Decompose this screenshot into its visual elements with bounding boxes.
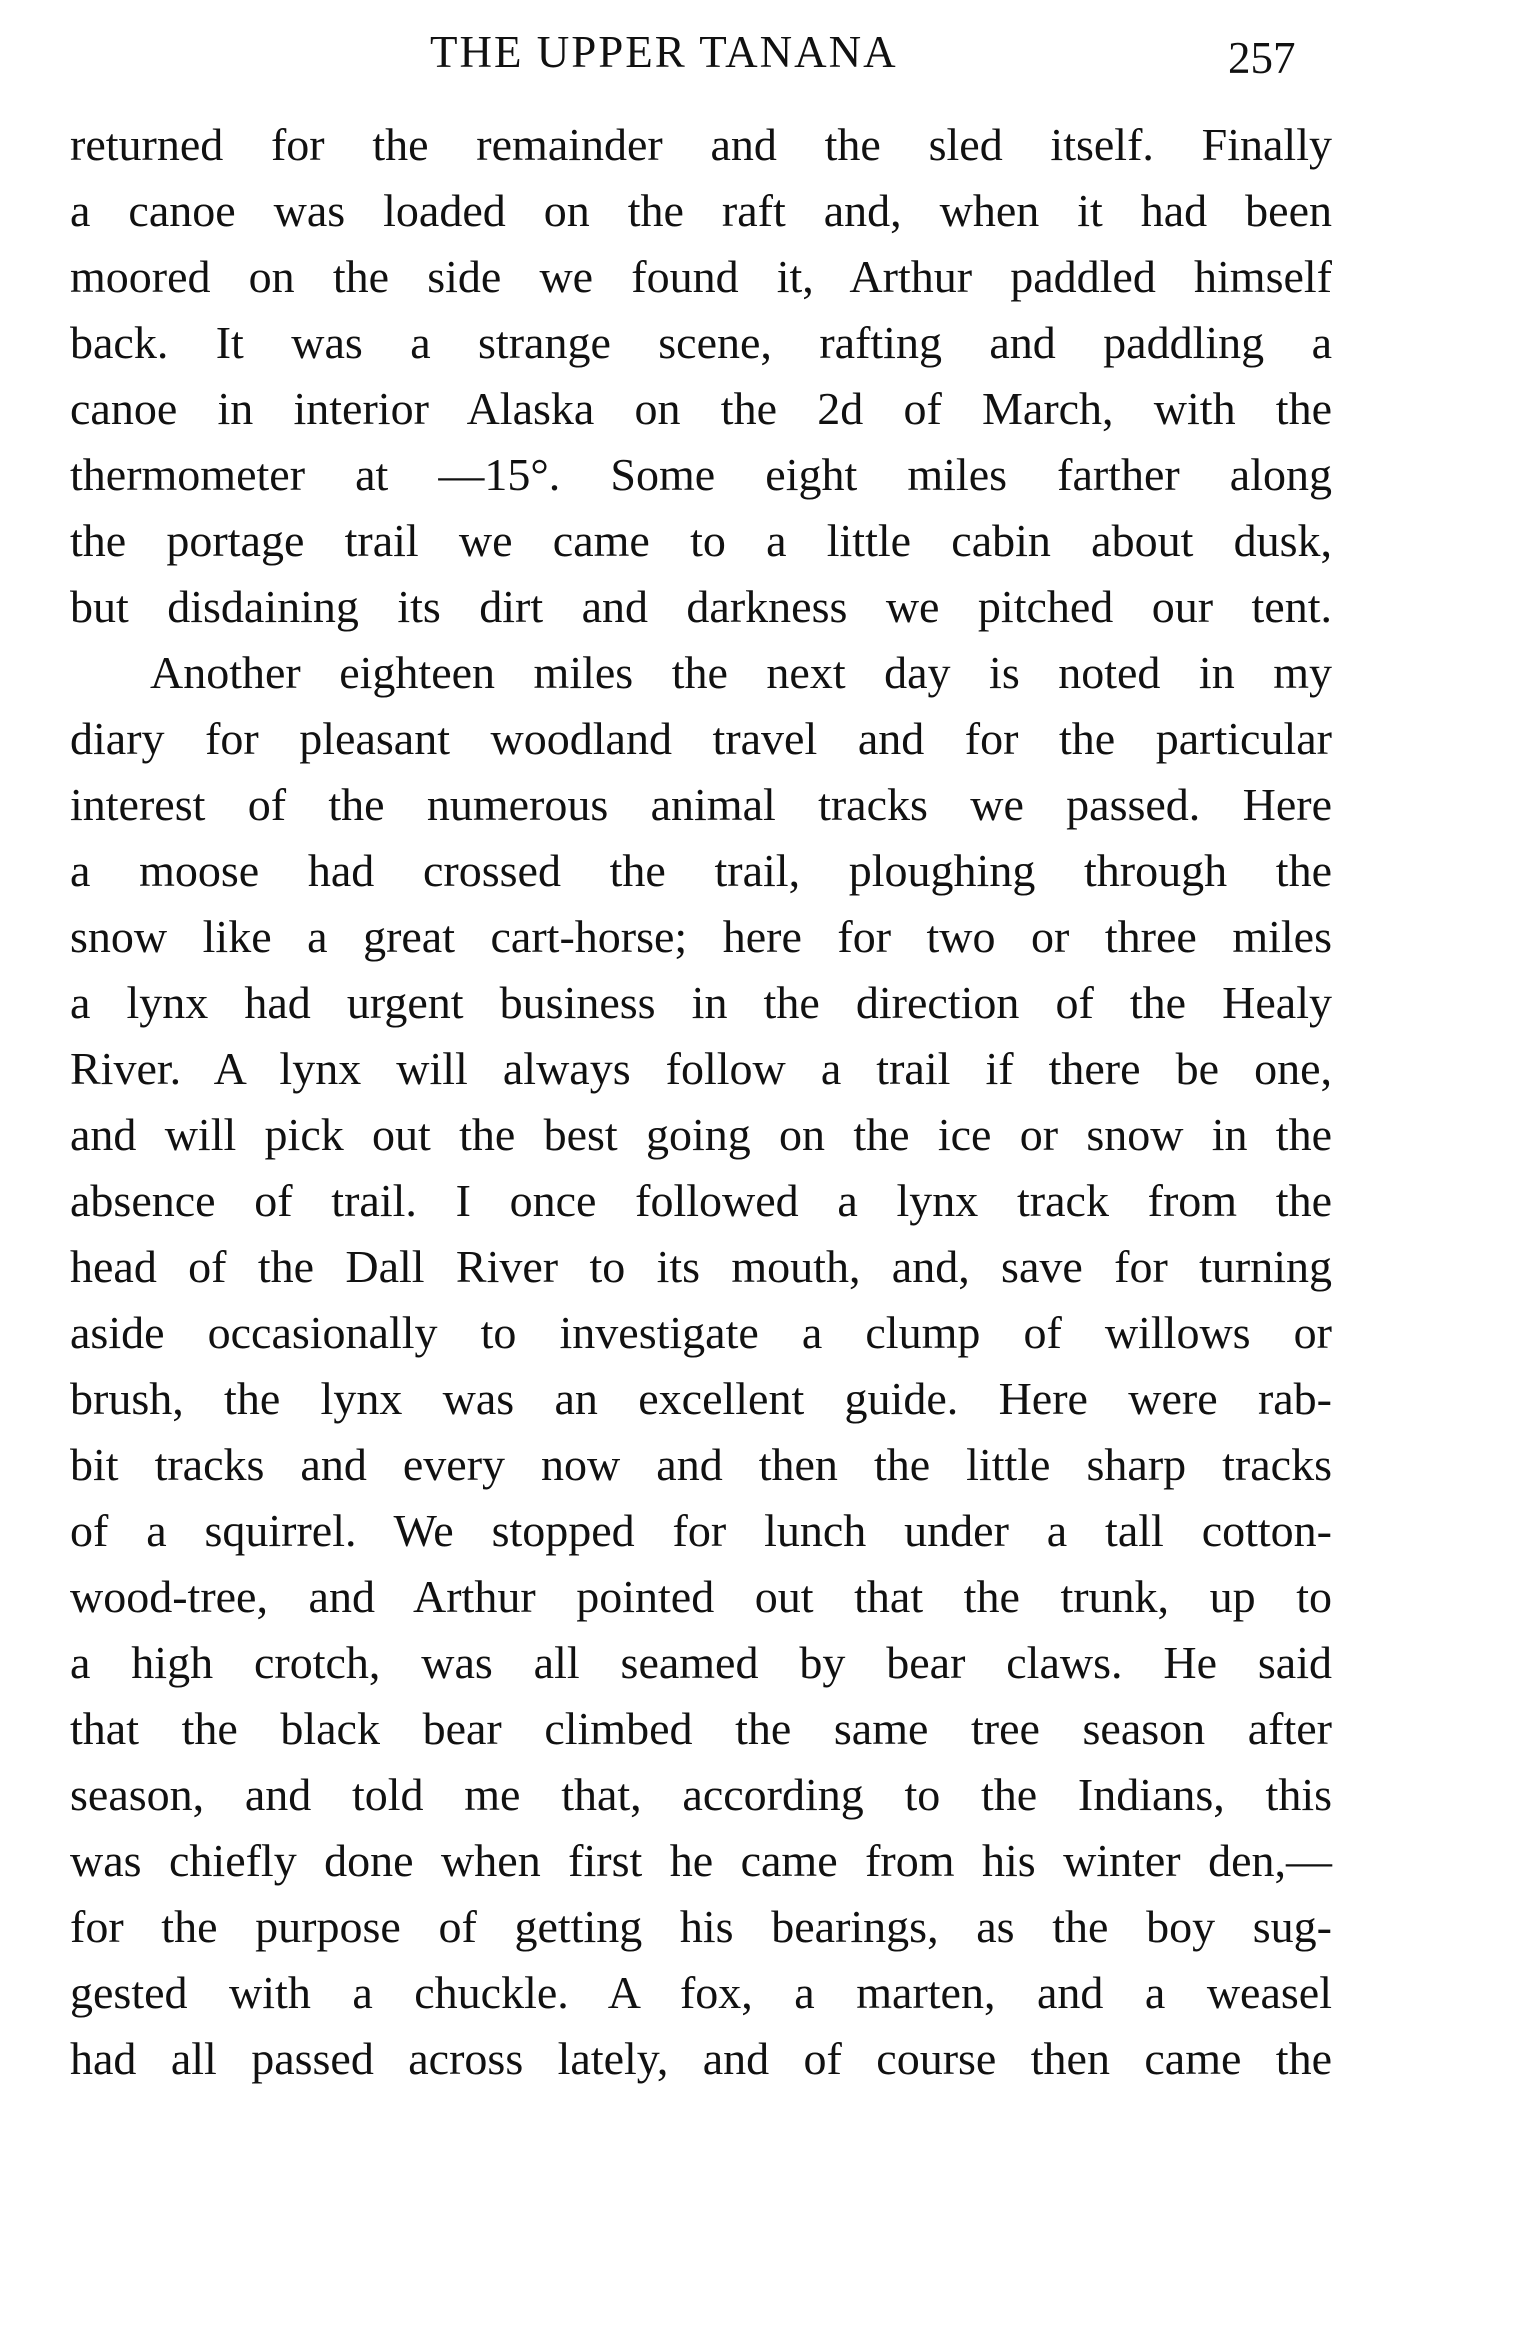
text-line: season, and told me that, according to the Indians, this	[70, 1769, 1332, 1820]
text-line: interest of the numerous animal tracks we passed. Here	[70, 779, 1332, 830]
text-line: aside occasionally to investigate a clump of willows or	[70, 1307, 1332, 1358]
text-line: gested with a chuckle. A fox, a marten, and a weasel	[70, 1967, 1332, 2018]
text-line: a lynx had urgent business in the direction of the Healy	[70, 977, 1332, 1028]
text-line: a high crotch, was all seamed by bear claws. He said	[70, 1637, 1332, 1688]
text-line: brush, the lynx was an excellent guide. Here were rab-	[70, 1373, 1332, 1424]
text-line: thermometer at —15°. Some eight miles farther along	[70, 449, 1332, 500]
text-line: bit tracks and every now and then the little sharp tracks	[70, 1439, 1332, 1490]
text-line: but disdaining its dirt and darkness we pitched our tent.	[70, 581, 1332, 632]
text-line: absence of trail. I once followed a lynx track from the	[70, 1175, 1332, 1226]
running-title: THE UPPER TANANA	[430, 27, 898, 77]
text-line: that the black bear climbed the same tree season after	[70, 1703, 1332, 1754]
text-line: of a squirrel. We stopped for lunch under a tall cotton-	[70, 1505, 1332, 1556]
text-line: a moose had crossed the trail, ploughing through the	[70, 845, 1332, 896]
text-line: and will pick out the best going on the ice or snow in the	[70, 1109, 1332, 1160]
paragraph-first-line: Another eighteen miles the next day is noted in my	[150, 647, 1332, 698]
text-line: wood-tree, and Arthur pointed out that the trunk, up to	[70, 1571, 1332, 1622]
text-line: head of the Dall River to its mouth, and, save for turning	[70, 1241, 1332, 1292]
page-number: 257	[1228, 33, 1296, 83]
text-line: was chiefly done when first he came from his winter den,—	[70, 1835, 1332, 1886]
text-line: back. It was a strange scene, rafting and paddling a	[70, 317, 1332, 368]
text-line: diary for pleasant woodland travel and for the particular	[70, 713, 1332, 764]
text-line: returned for the remainder and the sled itself. Finally	[70, 119, 1332, 170]
text-line: River. A lynx will always follow a trail if there be one,	[70, 1043, 1332, 1094]
text-line: moored on the side we found it, Arthur paddled himself	[70, 251, 1332, 302]
text-line: for the purpose of getting his bearings, as the boy sug-	[70, 1901, 1332, 1952]
text-line: had all passed across lately, and of course then came the	[70, 2033, 1332, 2084]
text-line: canoe in interior Alaska on the 2d of March, with the	[70, 383, 1332, 434]
text-line: a canoe was loaded on the raft and, when it had been	[70, 185, 1332, 236]
body-text	[70, 112, 1332, 2092]
text-line: the portage trail we came to a little cabin about dusk,	[70, 515, 1332, 566]
text-line: snow like a great cart-horse; here for two or three miles	[70, 911, 1332, 962]
running-head	[0, 22, 1517, 82]
